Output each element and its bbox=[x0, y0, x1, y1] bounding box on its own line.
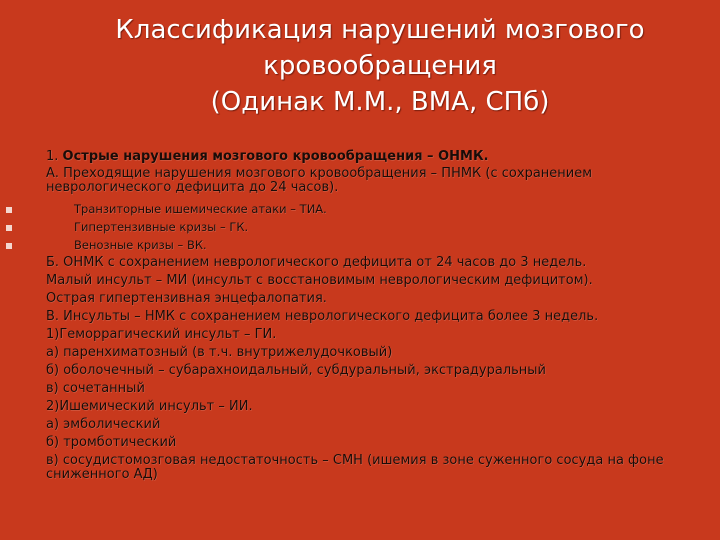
body-line-b: Б. ОНМК с сохранением неврологического дефицита от 24 часов до 3 недель. bbox=[46, 255, 587, 270]
title-line-3: (Одинак М.М., ВМА, СПб) bbox=[210, 87, 550, 117]
bullet-marker bbox=[6, 207, 12, 213]
body-line-v: В. Инсульты – НМК с сохранением неврологического дефицита более 3 недель. bbox=[46, 309, 599, 324]
body-line-heading bbox=[46, 150, 489, 164]
heading-number: 1. bbox=[46, 149, 63, 164]
title-line-1: Классификация нарушений мозгового bbox=[115, 15, 645, 45]
bullet-marker bbox=[6, 243, 12, 249]
body-line-encephalopathy: Острая гипертензивная энцефалопатия. bbox=[46, 291, 327, 306]
body-line-gi-b: б) оболочечный – субарахноидальный, субдуральный, экстрадуральный bbox=[46, 363, 546, 378]
body-line-ii-b: б) тромботический bbox=[46, 435, 177, 450]
body-line-gi: 1)Геморрагический инсульт – ГИ. bbox=[46, 327, 277, 342]
body-line-ii-v-cont: сниженного АД) bbox=[46, 467, 158, 482]
body-line-gi-a: а) паренхиматозный (в т.ч. внутрижелудочковый) bbox=[46, 345, 393, 360]
body-line-ii-a: а) эмболический bbox=[46, 417, 161, 432]
bullet-item-vk: Венозные кризы – ВК. bbox=[74, 238, 207, 252]
title-line-2: кровообращения bbox=[263, 51, 497, 81]
body-line-gi-v: в) сочетанный bbox=[46, 381, 145, 396]
slide-title bbox=[60, 12, 700, 120]
heading-text: Острые нарушения мозгового кровообращения – ОНМК. bbox=[62, 149, 489, 164]
bullet-marker bbox=[6, 225, 12, 231]
body-line-mi: Малый инсульт – МИ (инсульт с восстановимым неврологическим дефицитом). bbox=[46, 273, 593, 288]
body-line-a-cont: неврологического дефицита до 24 часов). bbox=[46, 180, 339, 195]
bullet-item-tia: Транзиторные ишемические атаки – ТИА. bbox=[74, 202, 327, 216]
bullet-item-gk: Гипертензивные кризы – ГК. bbox=[74, 220, 249, 234]
body-line-ii-v: в) сосудистомозговая недостаточность – СМН (ишемия в зоне суженного сосуда на фоне bbox=[46, 453, 664, 468]
body-line-ii: 2)Ишемический инсульт – ИИ. bbox=[46, 399, 253, 414]
body-line-a: А. Преходящие нарушения мозгового кровообращения – ПНМК (с сохранением bbox=[46, 166, 593, 181]
